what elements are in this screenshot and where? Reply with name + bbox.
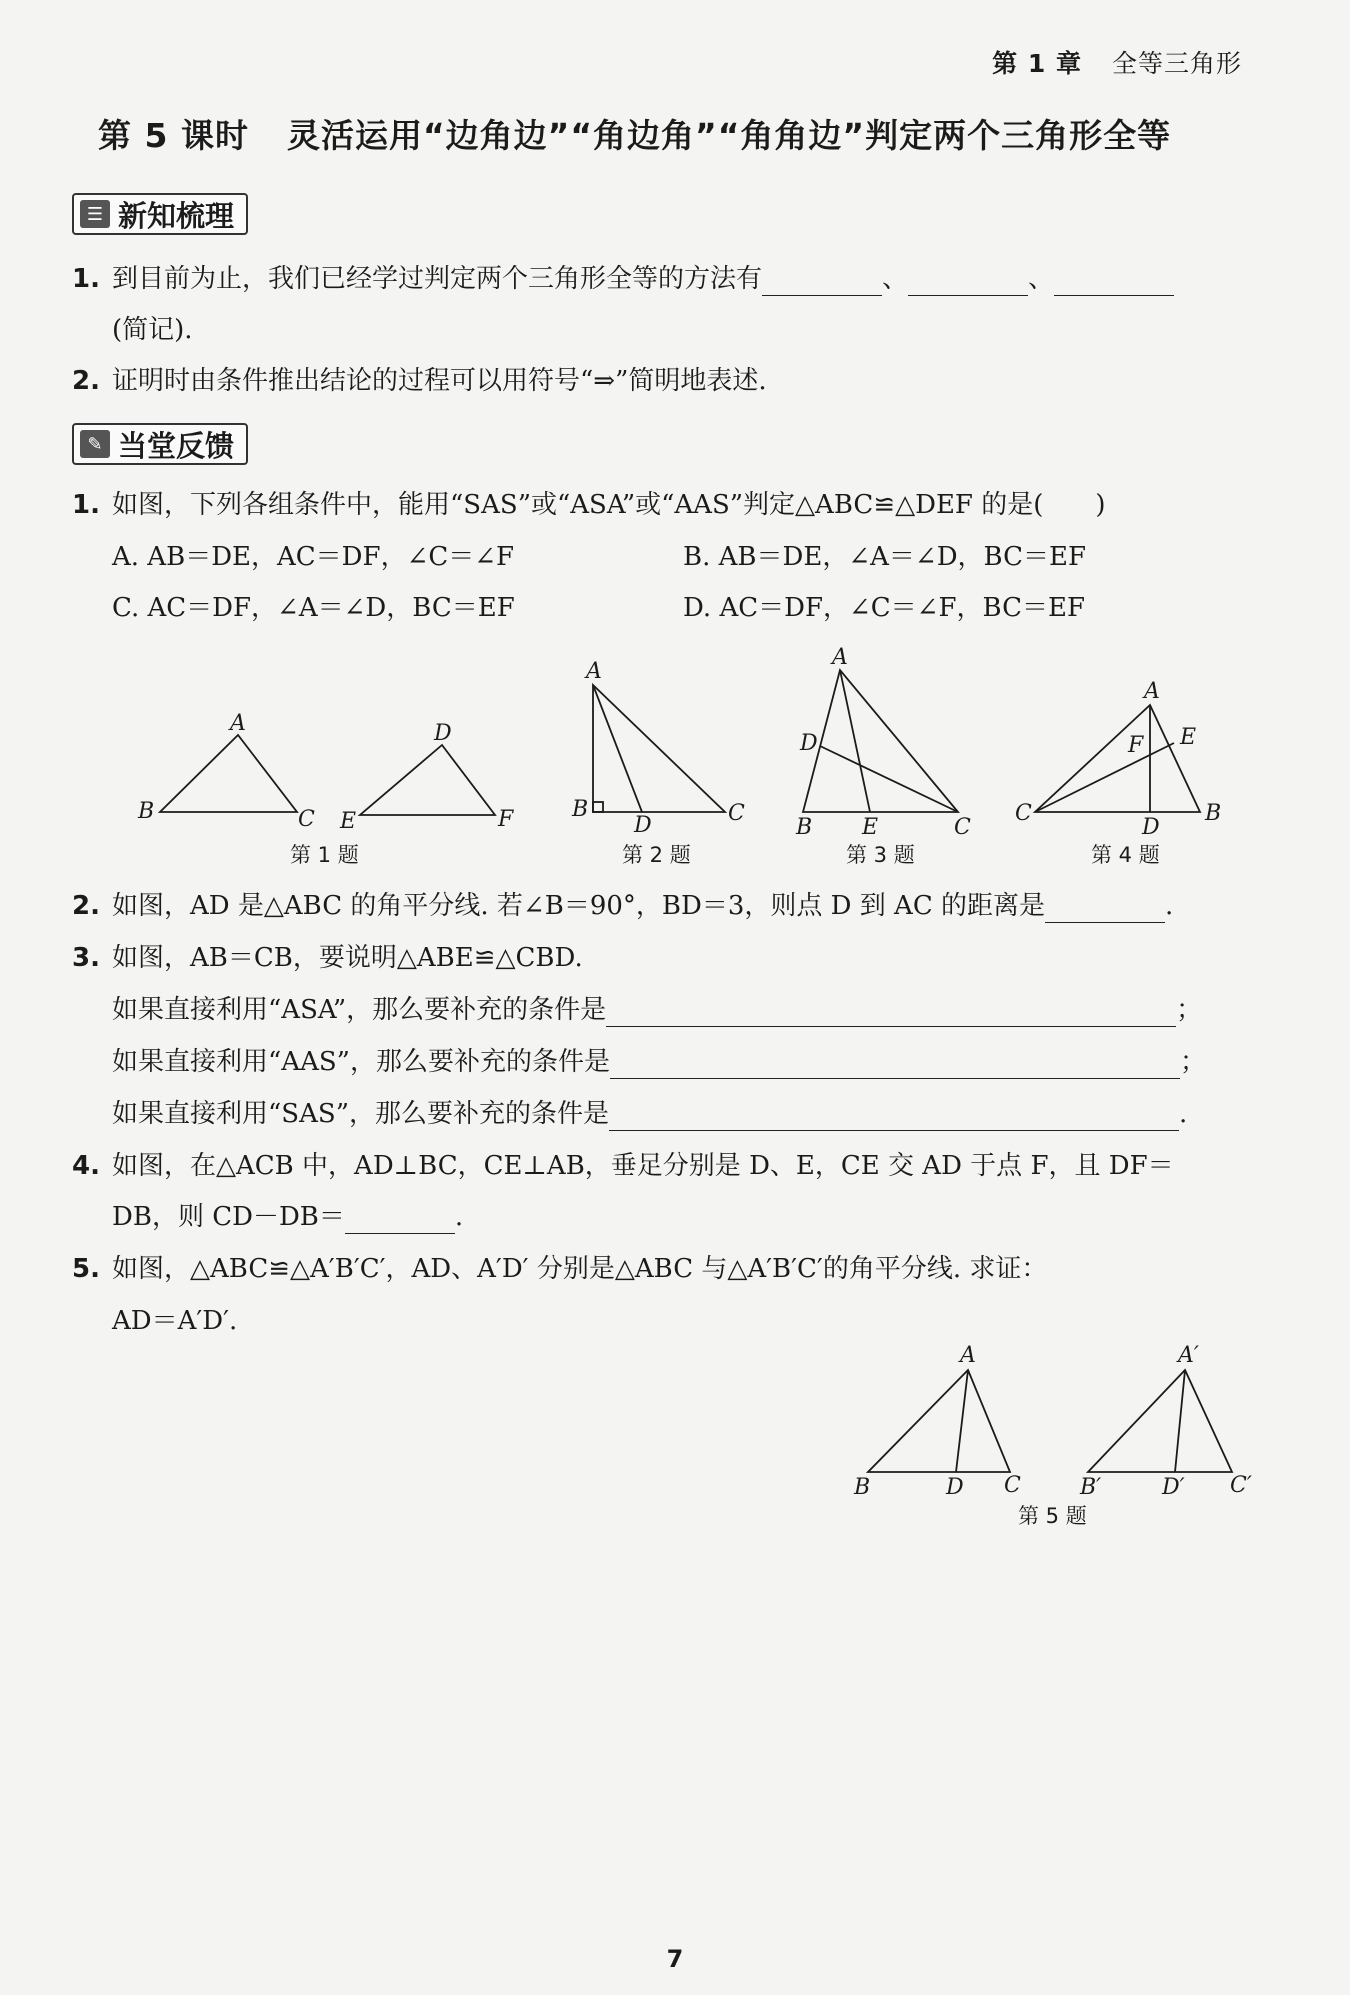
section-label: 新知梳理	[118, 198, 235, 233]
answer-blank[interactable]	[1045, 896, 1165, 923]
right-angle-mark	[593, 802, 603, 812]
fb-question-5	[72, 1252, 1047, 1286]
question-text: DB，则 CD－DB＝	[112, 1202, 345, 1232]
fb-question-4	[72, 1149, 1174, 1183]
label-b: B	[572, 797, 589, 822]
label-d: D	[800, 731, 818, 756]
label-b: B	[854, 1475, 871, 1500]
nk-question-1	[72, 262, 1174, 296]
triangle-fig3	[803, 670, 958, 812]
bisector-ad	[593, 685, 642, 812]
label-c: C	[1015, 801, 1032, 826]
caption-fig4: 第 4 题	[1091, 843, 1160, 867]
section-new-knowledge	[72, 193, 248, 235]
label-b: B	[138, 799, 155, 824]
segment-dc	[820, 746, 958, 812]
altitude-ce	[1035, 743, 1174, 812]
label-e: E	[862, 815, 879, 840]
section-feedback	[72, 423, 248, 465]
bisector-ad	[956, 1370, 968, 1472]
notebook-icon: ☰	[80, 200, 110, 228]
label-a: A	[1144, 679, 1160, 704]
answer-blank[interactable]	[610, 1052, 1180, 1079]
option-c[interactable]: C. AC＝DF，∠A＝∠D，BC＝EF	[112, 593, 515, 623]
separator: 、	[1028, 264, 1055, 294]
question-text: 如图，下列各组条件中，能用“SAS”或“ASA”或“AAS”判定△ABC≌△DEF 的是( )	[112, 490, 1106, 520]
answer-blank[interactable]	[908, 269, 1028, 296]
question-text: 如图，AB＝CB，要说明△ABE≌△CBD.	[112, 943, 583, 973]
fb-question-1	[72, 488, 1106, 522]
label-e: E	[340, 809, 357, 834]
condition-prompt: 如果直接利用“AAS”，那么要补充的条件是	[112, 1047, 610, 1077]
question-text: 如图，在△ACB 中，AD⊥BC，CE⊥AB，垂足分别是 D、E，CE 交 AD 于点 F，且 DF＝	[112, 1151, 1174, 1181]
triangle-a-prime	[1088, 1370, 1232, 1472]
lesson-topic: 灵活运用“边角边”“角边角”“角角边”判定两个三角形全等	[286, 116, 1172, 155]
q3-line-aas	[112, 1045, 1206, 1079]
label-a: A	[832, 645, 848, 670]
question-text: 如图，AD 是△ABC 的角平分线. 若∠B＝90°，BD＝3，则点 D 到 AC 的距离是	[112, 891, 1045, 921]
figure-5	[840, 1340, 1270, 1510]
label-b: B	[1205, 801, 1222, 826]
lesson-title	[98, 110, 1171, 157]
chapter-number: 第 1 章	[992, 49, 1082, 78]
condition-prompt: 如果直接利用“SAS”，那么要补充的条件是	[112, 1099, 609, 1129]
condition-prompt: 如果直接利用“ASA”，那么要补充的条件是	[112, 995, 607, 1025]
caption-fig1: 第 1 题	[290, 843, 359, 867]
label-c: C	[1004, 1473, 1021, 1498]
q3-line-sas	[112, 1097, 1187, 1131]
triangle-abc	[868, 1370, 1010, 1472]
section-label: 当堂反馈	[118, 428, 235, 463]
fb-question-2	[72, 889, 1173, 923]
fb-question-5-line2: AD＝A′D′.	[112, 1306, 238, 1336]
question-number: 4.	[72, 1151, 100, 1181]
label-c: C	[298, 807, 315, 832]
lesson-number: 第 5 课时	[98, 116, 249, 155]
question-text: 如图，△ABC≌△A′B′C′，AD、A′D′ 分别是△ABC 与△A′B′C′的角平分线. 求证：	[112, 1254, 1048, 1284]
q3-line-asa	[112, 993, 1202, 1027]
label-b-prime: B′	[1080, 1475, 1102, 1500]
label-d: D	[1142, 815, 1160, 840]
label-f: F	[498, 807, 514, 832]
option-a[interactable]: A. AB＝DE，AC＝DF，∠C＝∠F	[112, 542, 515, 572]
caption-fig3: 第 3 题	[846, 843, 915, 867]
question-number: 1.	[72, 490, 100, 520]
nk-question-1-note: (简记).	[112, 315, 193, 345]
option-b[interactable]: B. AB＝DE，∠A＝∠D，BC＝EF	[683, 542, 1087, 572]
answer-blank[interactable]	[606, 1000, 1176, 1027]
fb-question-3	[72, 941, 583, 975]
nk-question-2	[72, 364, 767, 398]
fb-question-4-line2	[112, 1200, 463, 1234]
label-c-prime: C′	[1230, 1473, 1252, 1498]
label-d: D	[946, 1475, 964, 1500]
triangle-fig4	[1035, 705, 1200, 812]
chapter-title: 全等三角形	[1111, 49, 1242, 78]
label-a: A	[586, 659, 602, 684]
figures-row	[120, 640, 1260, 840]
label-d: D	[434, 721, 452, 746]
triangle-abc	[160, 735, 297, 812]
end-mark: .	[454, 1202, 464, 1232]
triangle-fig2	[593, 685, 725, 812]
segment-ae	[840, 670, 870, 812]
chapter-header	[992, 44, 1242, 80]
end-mark: .	[1164, 891, 1174, 921]
page-number: 7	[666, 1945, 684, 1973]
question-text: 到目前为止，我们已经学过判定两个三角形全等的方法有	[112, 264, 763, 294]
question-text: 证明时由条件推出结论的过程可以用符号“⇒”简明地表述.	[112, 366, 767, 396]
question-number: 2.	[72, 891, 100, 921]
end-mark: ；	[1176, 995, 1203, 1025]
end-mark: ；	[1179, 1047, 1206, 1077]
label-e: E	[1180, 725, 1197, 750]
option-d[interactable]: D. AC＝DF，∠C＝∠F，BC＝EF	[683, 593, 1086, 623]
question-number: 1.	[72, 264, 100, 294]
answer-blank[interactable]	[609, 1104, 1179, 1131]
label-b: B	[796, 815, 813, 840]
separator: 、	[882, 264, 909, 294]
question-number: 3.	[72, 943, 100, 973]
answer-blank[interactable]	[762, 269, 882, 296]
triangle-def	[360, 745, 495, 815]
label-c: C	[954, 815, 971, 840]
label-a: A	[960, 1343, 976, 1368]
label-c: C	[728, 801, 745, 826]
label-d-prime: D′	[1162, 1475, 1185, 1500]
bisector-a-prime-d-prime	[1175, 1370, 1185, 1472]
caption-fig5: 第 5 题	[1018, 1504, 1087, 1528]
question-number: 2.	[72, 366, 100, 396]
label-a: A	[230, 711, 246, 736]
label-f: F	[1128, 733, 1144, 758]
question-number: 5.	[72, 1254, 100, 1284]
answer-blank[interactable]	[1054, 269, 1174, 296]
end-mark: .	[1178, 1099, 1188, 1129]
label-a-prime: A′	[1178, 1343, 1199, 1368]
pencil-icon: ✎	[80, 430, 110, 458]
caption-fig2: 第 2 题	[622, 843, 691, 867]
label-d: D	[634, 813, 652, 838]
answer-blank[interactable]	[345, 1207, 455, 1234]
